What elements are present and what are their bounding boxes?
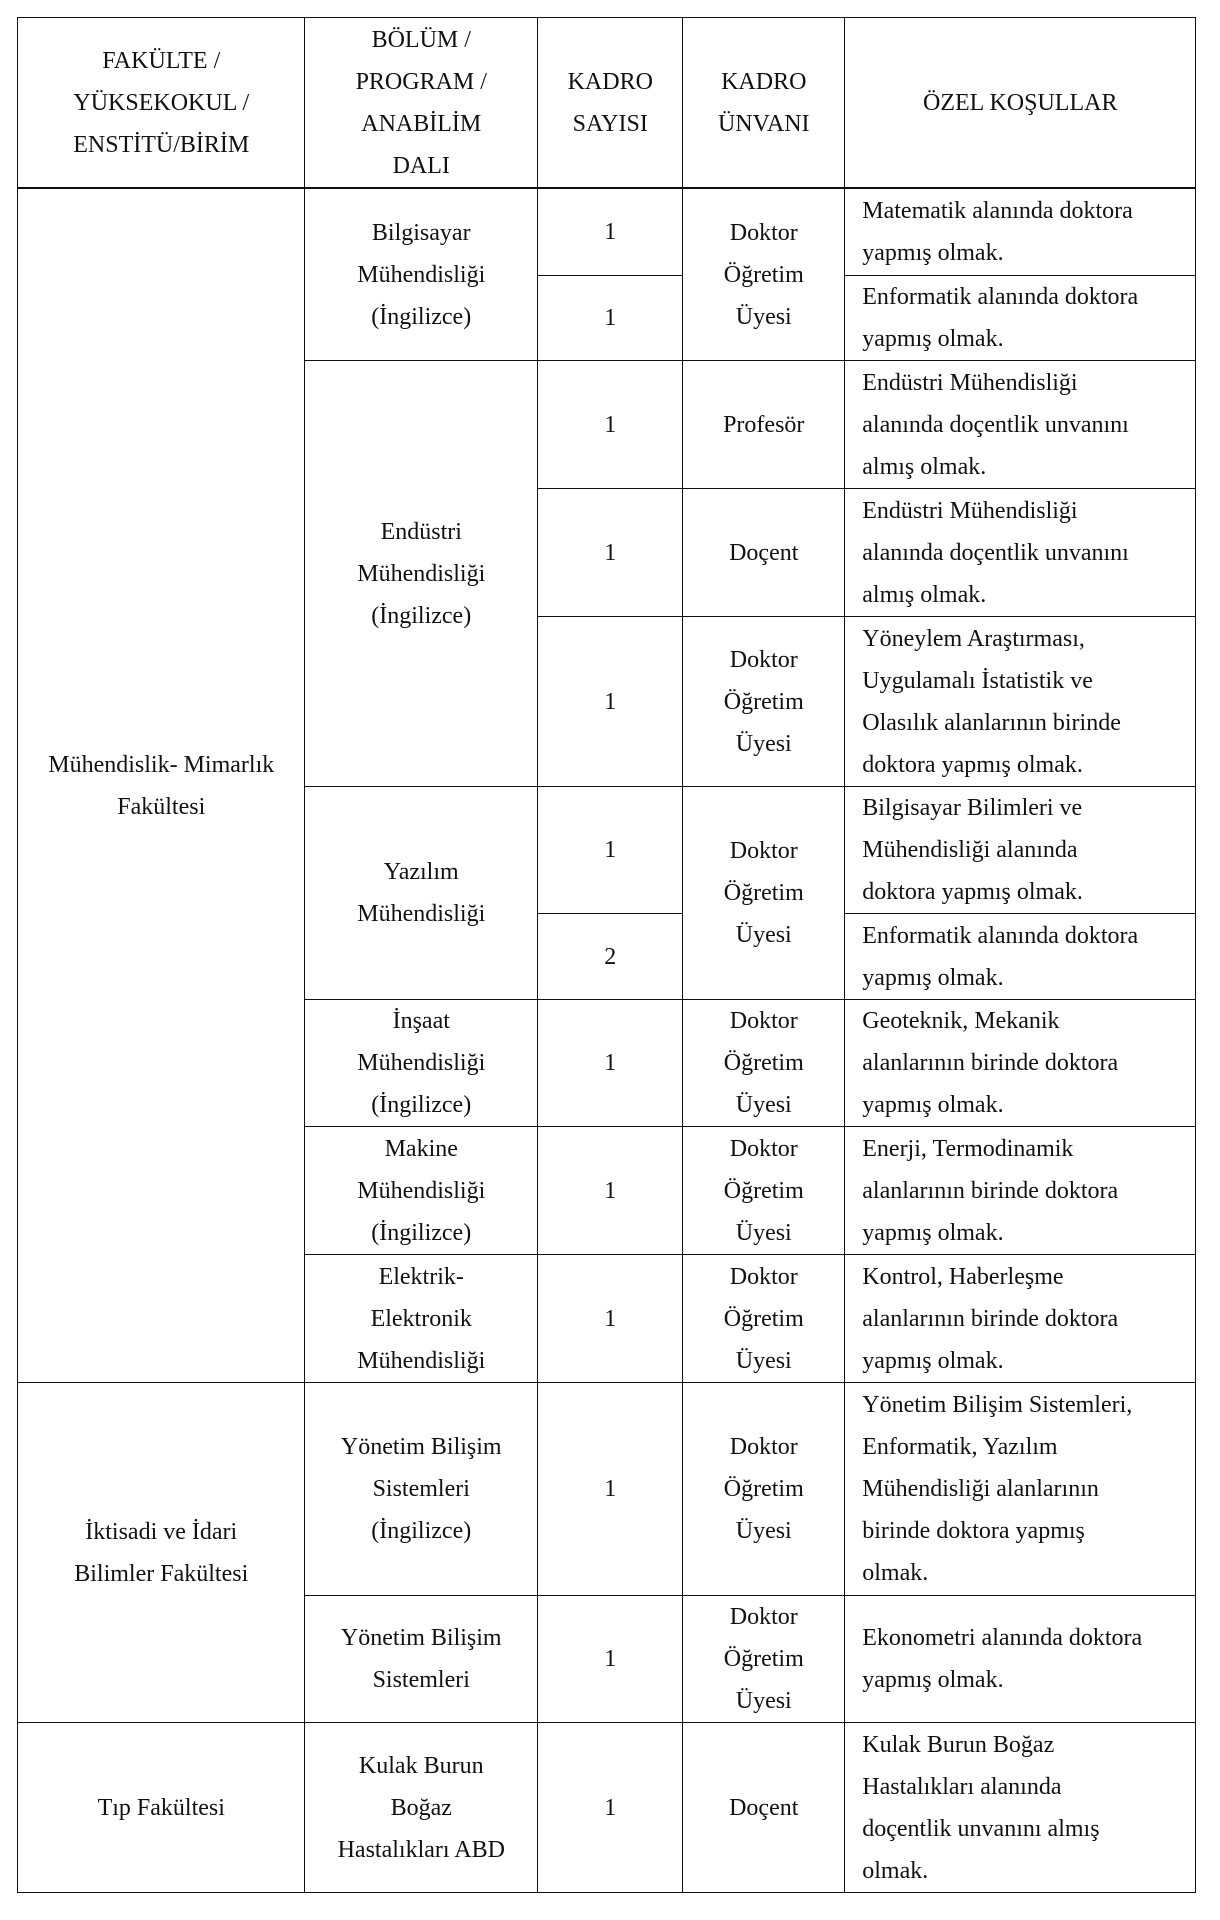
condition-cell: Geoteknik, Mekanik alanlarının birinde doktora yapmış olmak.: [844, 999, 1196, 1127]
title-cell: Profesör: [682, 360, 845, 489]
count-cell: 1: [537, 999, 683, 1127]
count-cell: 1: [537, 786, 683, 914]
department-cell: Kulak Burun Boğaz Hastalıkları ABD: [304, 1722, 538, 1893]
count-cell: 1: [537, 616, 683, 787]
department-cell: Elektrik- Elektronik Mühendisliği: [304, 1254, 538, 1383]
title-cell: Doktor Öğretim Üyesi: [682, 1382, 845, 1596]
condition-cell: Matematik alanında doktora yapmış olmak.: [844, 188, 1196, 276]
count-cell: 1: [537, 1722, 683, 1893]
count-cell: 1: [537, 275, 683, 361]
title-cell: Doktor Öğretim Üyesi: [682, 188, 845, 361]
count-cell: 2: [537, 913, 683, 1000]
condition-cell: Ekonometri alanında doktora yapmış olmak.: [844, 1595, 1196, 1723]
count-cell: 1: [537, 1254, 683, 1383]
title-cell: Doçent: [682, 488, 845, 617]
department-cell: Endüstri Mühendisliği (İngilizce): [304, 360, 538, 787]
title-cell: Doktor Öğretim Üyesi: [682, 1126, 845, 1255]
title-cell: Doktor Öğretim Üyesi: [682, 616, 845, 787]
faculty-cell: Mühendislik- Mimarlık Fakültesi: [17, 188, 305, 1383]
department-cell: İnşaat Mühendisliği (İngilizce): [304, 999, 538, 1127]
department-cell: Yönetim Bilişim Sistemleri (İngilizce): [304, 1382, 538, 1596]
faculty-cell: İktisadi ve İdari Bilimler Fakültesi: [17, 1382, 305, 1723]
faculty-cell: Tıp Fakültesi: [17, 1722, 305, 1893]
condition-cell: Enformatik alanında doktora yapmış olmak.: [844, 275, 1196, 361]
condition-cell: Enerji, Termodinamik alanlarının birinde doktora yapmış olmak.: [844, 1126, 1196, 1255]
count-cell: 1: [537, 1382, 683, 1596]
count-cell: 1: [537, 1595, 683, 1723]
title-cell: Doktor Öğretim Üyesi: [682, 1254, 845, 1383]
condition-cell: Endüstri Mühendisliği alanında doçentlik unvanını almış olmak.: [844, 360, 1196, 489]
condition-cell: Endüstri Mühendisliği alanında doçentlik unvanını almış olmak.: [844, 488, 1196, 617]
count-cell: 1: [537, 360, 683, 489]
title-cell: Doktor Öğretim Üyesi: [682, 999, 845, 1127]
condition-cell: Yöneylem Araştırması, Uygulamalı İstatistik ve Olasılık alanlarının birinde doktora yapmış olmak.: [844, 616, 1196, 787]
count-cell: 1: [537, 488, 683, 617]
title-cell: Doktor Öğretim Üyesi: [682, 786, 845, 1000]
department-cell: Yönetim Bilişim Sistemleri: [304, 1595, 538, 1723]
condition-cell: Bilgisayar Bilimleri ve Mühendisliği alanında doktora yapmış olmak.: [844, 786, 1196, 914]
condition-cell: Kulak Burun Boğaz Hastalıkları alanında doçentlik unvanını almış olmak.: [844, 1722, 1196, 1893]
count-cell: 1: [537, 188, 683, 276]
count-cell: 1: [537, 1126, 683, 1255]
condition-cell: Yönetim Bilişim Sistemleri, Enformatik, Yazılım Mühendisliği alanlarının birinde doktora yapmış olmak.: [844, 1382, 1196, 1596]
title-cell: Doçent: [682, 1722, 845, 1893]
title-cell: Doktor Öğretim Üyesi: [682, 1595, 845, 1723]
header-department: BÖLÜM / PROGRAM / ANABİLİM DALI: [304, 17, 538, 189]
header-faculty: FAKÜLTE / YÜKSEKOKUL / ENSTİTÜ/BİRİM: [17, 17, 305, 189]
condition-cell: Enformatik alanında doktora yapmış olmak.: [844, 913, 1196, 1000]
header-conditions: ÖZEL KOŞULLAR: [844, 17, 1196, 189]
department-cell: Bilgisayar Mühendisliği (İngilizce): [304, 188, 538, 361]
department-cell: Yazılım Mühendisliği: [304, 786, 538, 1000]
header-count: KADRO SAYISI: [537, 17, 683, 189]
condition-cell: Kontrol, Haberleşme alanlarının birinde doktora yapmış olmak.: [844, 1254, 1196, 1383]
department-cell: Makine Mühendisliği (İngilizce): [304, 1126, 538, 1255]
header-title: KADRO ÜNVANI: [682, 17, 845, 189]
